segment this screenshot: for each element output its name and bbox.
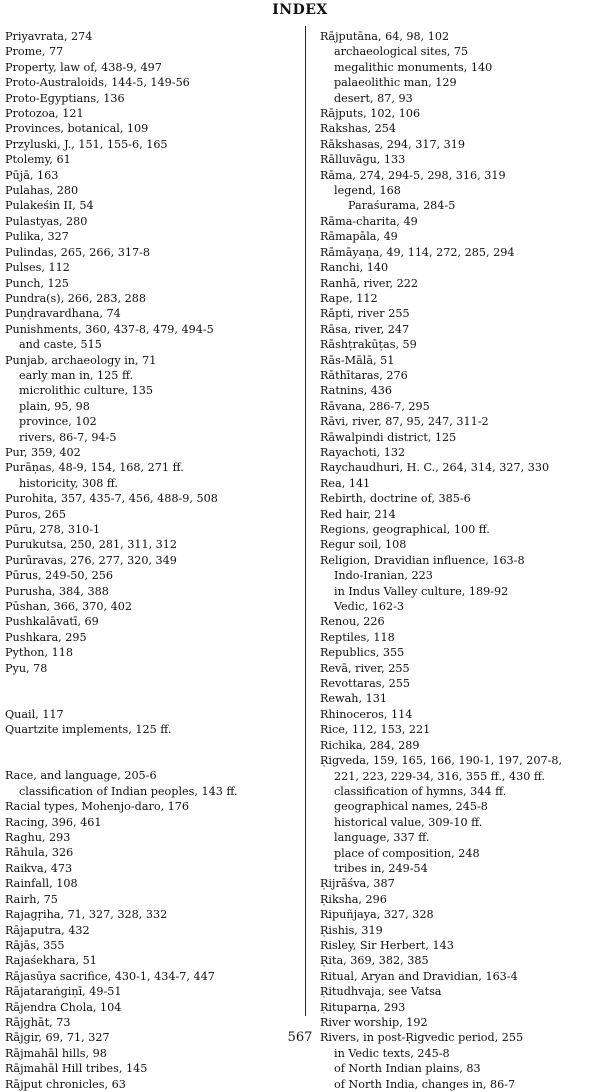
index-subentry: place of composition, 248 xyxy=(334,846,480,860)
index-entry: Pulika, 327 xyxy=(5,230,69,244)
index-entry: Pulses, 112 xyxy=(5,261,70,275)
index-entry: Pushkara, 295 xyxy=(5,630,87,644)
index-entry: Rājput chronicles, 63 xyxy=(5,1077,126,1091)
index-entry: Rājasūya sacrifice, 430-1, 434-7, 447 xyxy=(5,969,215,983)
index-entry: Przyluski, J., 151, 155-6, 165 xyxy=(5,137,168,151)
index-entry: Rewah, 131 xyxy=(320,692,387,706)
index-entry: Raikva, 473 xyxy=(5,861,73,875)
index-entry: Property, law of, 438-9, 497 xyxy=(5,60,162,74)
index-entry: Reptiles, 118 xyxy=(320,630,395,644)
index-entry: Rakshas, 254 xyxy=(320,122,396,136)
index-entry: Rāvi, river, 87, 95, 247, 311-2 xyxy=(320,415,489,429)
index-entry: River worship, 192 xyxy=(320,1016,428,1029)
index-subentry: desert, 87, 93 xyxy=(334,91,413,105)
index-entry: Pūrus, 249-50, 256 xyxy=(5,569,113,583)
index-gap xyxy=(5,676,295,691)
index-entry: Rape, 112 xyxy=(320,291,378,305)
index-entry: Punishments, 360, 437-8, 479, 494-5 xyxy=(5,322,214,336)
index-entry: Ranchi, 140 xyxy=(320,261,389,275)
index-subentry: classification of hymns, 344 ff. xyxy=(334,784,507,798)
index-entry: Pūshan, 366, 370, 402 xyxy=(5,600,132,614)
index-entry: Rāmāyaṇa, 49, 114, 272, 285, 294 xyxy=(320,245,515,259)
index-entry: Rajaśekhara, 51 xyxy=(5,954,97,968)
page-number: 567 xyxy=(287,1030,313,1045)
index-subentry: early man in, 125 ff. xyxy=(19,368,134,382)
index-subentry: in Indus Valley culture, 189-92 xyxy=(334,584,509,598)
index-entry: Ṛiksha, 296 xyxy=(320,892,387,906)
index-subentry: of North India, changes in, 86-7 xyxy=(334,1077,516,1091)
index-entry: Quail, 117 xyxy=(5,707,64,721)
index-entry: Rajagṛiha, 71, 327, 328, 332 xyxy=(5,908,168,922)
index-entry: Rivers, in post-Ṛigvedic period, 255 xyxy=(320,1031,524,1045)
index-entry: Rākshasas, 294, 317, 319 xyxy=(320,137,466,151)
index-entry: Rayachoti, 132 xyxy=(320,445,406,459)
index-subentry: Paraśurama, 284-5 xyxy=(348,199,456,213)
index-entry: Rājendra Chola, 104 xyxy=(5,1000,122,1014)
index-entry: Rāsa, river, 247 xyxy=(320,322,410,336)
index-entry: Rāthītaras, 276 xyxy=(320,368,408,382)
index-entry: Revā, river, 255 xyxy=(320,661,410,675)
index-entry: Pulahas, 280 xyxy=(5,184,79,198)
index-entry: Ṛigveda, 159, 165, 166, 190-1, 197, 207-8, xyxy=(320,754,563,768)
index-entry: Ṛishis, 319 xyxy=(320,923,383,937)
index-entry: Python, 118 xyxy=(5,646,73,660)
index-subentry: of North Indian plains, 83 xyxy=(334,1062,481,1076)
index-entry: Raychaudhuri, H. C., 264, 314, 327, 330 xyxy=(320,461,550,475)
index-entry: Pundra(s), 266, 283, 288 xyxy=(5,291,146,305)
index-entry: Rice, 112, 153, 221 xyxy=(320,723,431,737)
index-entry: Ṛita, 369, 382, 385 xyxy=(320,954,429,968)
index-entry: Pur, 359, 402 xyxy=(5,445,81,459)
index-entry: Risley, Sir Herbert, 143 xyxy=(320,938,454,952)
index-entry: Race, and language, 205-6 xyxy=(5,769,157,783)
index-entry: Rāma, 274, 294-5, 298, 316, 319 xyxy=(320,168,506,182)
index-subentry: and caste, 515 xyxy=(19,338,102,352)
index-entry: Rebirth, doctrine of, 385-6 xyxy=(320,492,471,506)
index-entry: Rhinoceros, 114 xyxy=(320,707,413,721)
index-entry: Rāmapāla, 49 xyxy=(320,230,398,244)
index-entry: Rājaputra, 432 xyxy=(5,923,90,937)
index-entry: Punch, 125 xyxy=(5,276,69,290)
index-subentry: plain, 95, 98 xyxy=(19,399,90,413)
index-gap xyxy=(5,691,295,706)
index-entry: Rainfall, 108 xyxy=(5,877,78,891)
index-subentry: geographical names, 245-8 xyxy=(334,800,488,814)
index-entry: Richika, 284, 289 xyxy=(320,738,420,752)
index-entry: Religion, Dravidian influence, 163-8 xyxy=(320,553,525,567)
index-subentry: microlithic culture, 135 xyxy=(19,384,153,398)
index-entry: Rāhula, 326 xyxy=(5,846,74,860)
index-subentry: in Vedic texts, 245-8 xyxy=(334,1046,450,1060)
index-entry: Provinces, botanical, 109 xyxy=(5,122,149,136)
index-subentry: palaeolithic man, 129 xyxy=(334,76,457,90)
index-entry: Protozoa, 121 xyxy=(5,107,84,121)
running-head: INDEX xyxy=(272,2,328,18)
index-entry: Proto-Egyptians, 136 xyxy=(5,91,125,105)
index-subentry: archaeological sites, 75 xyxy=(334,45,469,59)
index-entry: Rājās, 355 xyxy=(5,938,65,952)
index-entry: Rāwalpindi district, 125 xyxy=(320,430,457,444)
index-subentry: rivers, 86-7, 94-5 xyxy=(19,430,117,444)
index-entry: Ritual, Aryan and Dravidian, 163-4 xyxy=(320,969,518,983)
index-entry: Regions, geographical, 100 ff. xyxy=(320,523,490,536)
index-gap xyxy=(5,753,295,768)
index-column-left xyxy=(5,29,295,1092)
index-entry: Ṛijrāśva, 387 xyxy=(320,877,395,891)
index-entry: Rājputs, 102, 106 xyxy=(320,107,421,121)
index-subentry: historicity, 308 ff. xyxy=(19,476,118,490)
index-entry: Republics, 355 xyxy=(320,646,405,660)
index-subentry: language, 337 ff. xyxy=(334,831,430,845)
index-entry: Pulakeśin II, 54 xyxy=(5,199,94,213)
index-entry: Pulastyas, 280 xyxy=(5,214,88,228)
index-entry: Racing, 396, 461 xyxy=(5,815,102,829)
index-entry: Quartzite implements, 125 ff. xyxy=(5,723,172,737)
index-entry: Renou, 226 xyxy=(320,615,385,629)
index-entry: Pūjā, 163 xyxy=(5,168,59,182)
column-rule xyxy=(305,26,306,1016)
index-entry: Rālluvāgu, 133 xyxy=(320,153,406,167)
index-entry: Rājmahāl hills, 98 xyxy=(5,1046,107,1060)
index-entry: Purūravas, 276, 277, 320, 349 xyxy=(5,553,177,567)
index-entry: Pūru, 278, 310-1 xyxy=(5,523,101,536)
index-entry: Prome, 77 xyxy=(5,45,64,59)
index-entry: Pulindas, 265, 266, 317-8 xyxy=(5,245,150,259)
index-entry: Purusha, 384, 388 xyxy=(5,584,109,598)
index-entry: Rājmahāl Hill tribes, 145 xyxy=(5,1062,148,1076)
index-entry: Rāshṭrakūṭas, 59 xyxy=(320,338,417,352)
index-entry: Puros, 265 xyxy=(5,507,67,521)
index-entry: Revottaras, 255 xyxy=(320,677,410,691)
index-subentry: classification of Indian peoples, 143 ff. xyxy=(19,784,238,798)
index-subentry: Vedic, 162-3 xyxy=(334,600,405,614)
index-entry: Ratnins, 436 xyxy=(320,384,393,398)
index-entry: Rājghāt, 73 xyxy=(5,1015,71,1029)
index-subentry: historical value, 309-10 ff. xyxy=(334,815,483,829)
index-entry: Rājputāna, 64, 98, 102 xyxy=(320,30,450,43)
index-entry: Priyavrata, 274 xyxy=(5,30,93,43)
index-entry: Ṛituparṇa, 293 xyxy=(320,1000,406,1014)
index-subentry: 221, 223, 229-34, 316, 355 ff., 430 ff. xyxy=(334,769,546,783)
index-entry: Ripuñjaya, 327, 328 xyxy=(320,908,434,922)
index-entry: Rāpti, river 255 xyxy=(320,307,410,321)
index-entry: Red hair, 214 xyxy=(320,507,396,521)
index-entry: Racial types, Mohenjo-daro, 176 xyxy=(5,800,190,814)
index-entry: Pushkalāvatī, 69 xyxy=(5,615,99,629)
index-column-right xyxy=(320,29,598,1092)
index-entry: Punjab, archaeology in, 71 xyxy=(5,353,157,367)
index-entry: Ptolemy, 61 xyxy=(5,153,71,167)
index-subentry: province, 102 xyxy=(19,415,97,429)
index-entry: Rājgir, 69, 71, 327 xyxy=(5,1031,110,1045)
index-subentry: legend, 168 xyxy=(334,184,401,198)
index-entry: Pyu, 78 xyxy=(5,661,48,675)
index-entry: Rāvana, 286-7, 295 xyxy=(320,399,430,413)
index-entry: Purāṇas, 48-9, 154, 168, 271 ff. xyxy=(5,461,184,475)
index-entry: Regur soil, 108 xyxy=(320,538,407,552)
index-entry: Rairh, 75 xyxy=(5,892,58,906)
index-entry: Rājataraṅgiṇī, 49-51 xyxy=(5,985,122,999)
index-entry: Purukutsa, 250, 281, 311, 312 xyxy=(5,538,178,552)
index-entry: Rāma-charita, 49 xyxy=(320,214,418,228)
index-entry: Ranhā, river, 222 xyxy=(320,276,418,290)
index-entry: Raghu, 293 xyxy=(5,831,71,845)
index-subentry: megalithic monuments, 140 xyxy=(334,60,493,74)
index-subentry: Indo-Iranian, 223 xyxy=(334,569,433,583)
index-entry: Puṇḍravardhana, 74 xyxy=(5,307,121,321)
index-gap xyxy=(5,738,295,753)
index-entry: Purohita, 357, 435-7, 456, 488-9, 508 xyxy=(5,492,218,506)
index-entry: Proto-Australoids, 144-5, 149-56 xyxy=(5,76,190,90)
index-subentry: tribes in, 249-54 xyxy=(334,861,428,875)
index-entry: Rās-Mālā, 51 xyxy=(320,353,395,367)
index-entry: Rea, 141 xyxy=(320,476,371,490)
index-entry: Ṛitudhvaja, see Vatsa xyxy=(320,985,442,999)
